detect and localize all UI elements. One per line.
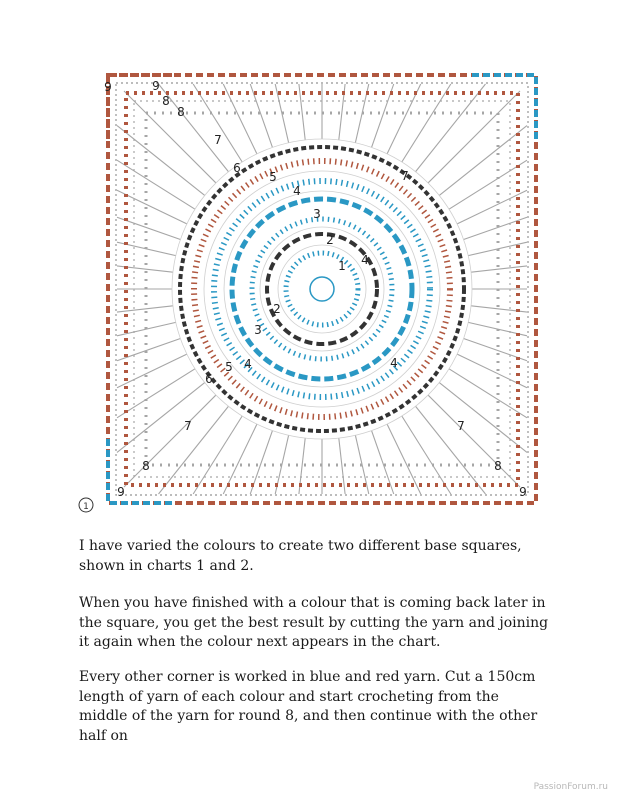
round-label: 7 <box>184 419 192 433</box>
round-label: 8 <box>494 459 502 473</box>
round-label: 7 <box>401 169 409 183</box>
spoke-stitch <box>416 84 486 172</box>
round-label: 7 <box>457 419 465 433</box>
spoke-stitch <box>464 217 527 239</box>
guide-ring <box>260 227 384 351</box>
round-label: 9 <box>152 79 160 93</box>
spoke-stitch <box>439 383 527 453</box>
spoke-stitch <box>428 395 520 487</box>
spoke-stitch <box>159 406 229 494</box>
round-label: 7 <box>214 133 222 147</box>
spoke-stitch <box>428 91 520 183</box>
round-label: 4 <box>361 253 369 267</box>
spoke-stitch <box>449 160 527 209</box>
magic-ring <box>310 277 334 301</box>
spoke-stitch <box>117 369 195 418</box>
round-label: 6 <box>205 372 213 386</box>
guide-ring <box>204 171 440 407</box>
round-label: 4 <box>244 357 252 371</box>
spoke-stitch <box>402 416 451 494</box>
spoke-stitch <box>372 431 394 494</box>
paragraph-base-squares: I have varied the colours to create two different base squares, shown in charts 1 and 2. <box>79 538 522 574</box>
guide-ring <box>278 245 366 333</box>
round-label: 9 <box>104 80 112 94</box>
chart-number-badge <box>79 498 93 512</box>
paragraph-colour-change: When you have finished with a colour that is coming back later in the square, you get the best result by cutting the yarn and joining it again when the colour next appears in the chart. <box>79 595 549 650</box>
round-label: 8 <box>142 459 150 473</box>
round-label: 9 <box>117 485 125 499</box>
spoke-stitch <box>250 84 272 147</box>
spoke-stitch <box>416 406 486 494</box>
spoke-stitch <box>124 395 216 487</box>
round-label: 8 <box>162 94 170 108</box>
round-1-ring <box>286 253 358 325</box>
round-6-ring <box>180 147 464 431</box>
round-label: 8 <box>177 105 185 119</box>
round-label: 1 <box>338 259 346 273</box>
spoke-stitch <box>193 84 242 162</box>
round-label: 3 <box>254 323 262 337</box>
round-3-inner-ring <box>252 219 392 359</box>
round-3-ring <box>232 199 412 379</box>
round-rings <box>172 139 472 439</box>
spoke-stitch <box>117 339 180 361</box>
round-label: 3 <box>313 207 321 221</box>
round-label: 2 <box>273 302 281 316</box>
spoke-stitch <box>439 126 527 196</box>
spoke-stitch <box>117 383 205 453</box>
round-label: 4 <box>293 184 301 198</box>
paragraph-corners: Every other corner is worked in blue and red yarn. Cut a 150cm length of yarn of each colour and start crocheting from the middle of the yarn for round 8, and then continue with the other half on <box>79 669 538 744</box>
round-label: 6 <box>233 161 241 175</box>
spoke-stitch <box>124 91 216 183</box>
round-label: 5 <box>225 360 233 374</box>
watermark-footer: PassionForum.ru <box>533 782 608 792</box>
svg-text:1: 1 <box>83 502 89 512</box>
spoke-stitch <box>193 416 242 494</box>
spoke-stitch <box>117 160 195 209</box>
spoke-stitch <box>402 84 451 162</box>
spoke-stitch <box>449 369 527 418</box>
spoke-stitch <box>117 126 205 196</box>
round-label: 9 <box>519 485 527 499</box>
round-label: 2 <box>326 233 334 247</box>
round-label: 5 <box>269 170 277 184</box>
round-label: 4 <box>390 356 398 370</box>
